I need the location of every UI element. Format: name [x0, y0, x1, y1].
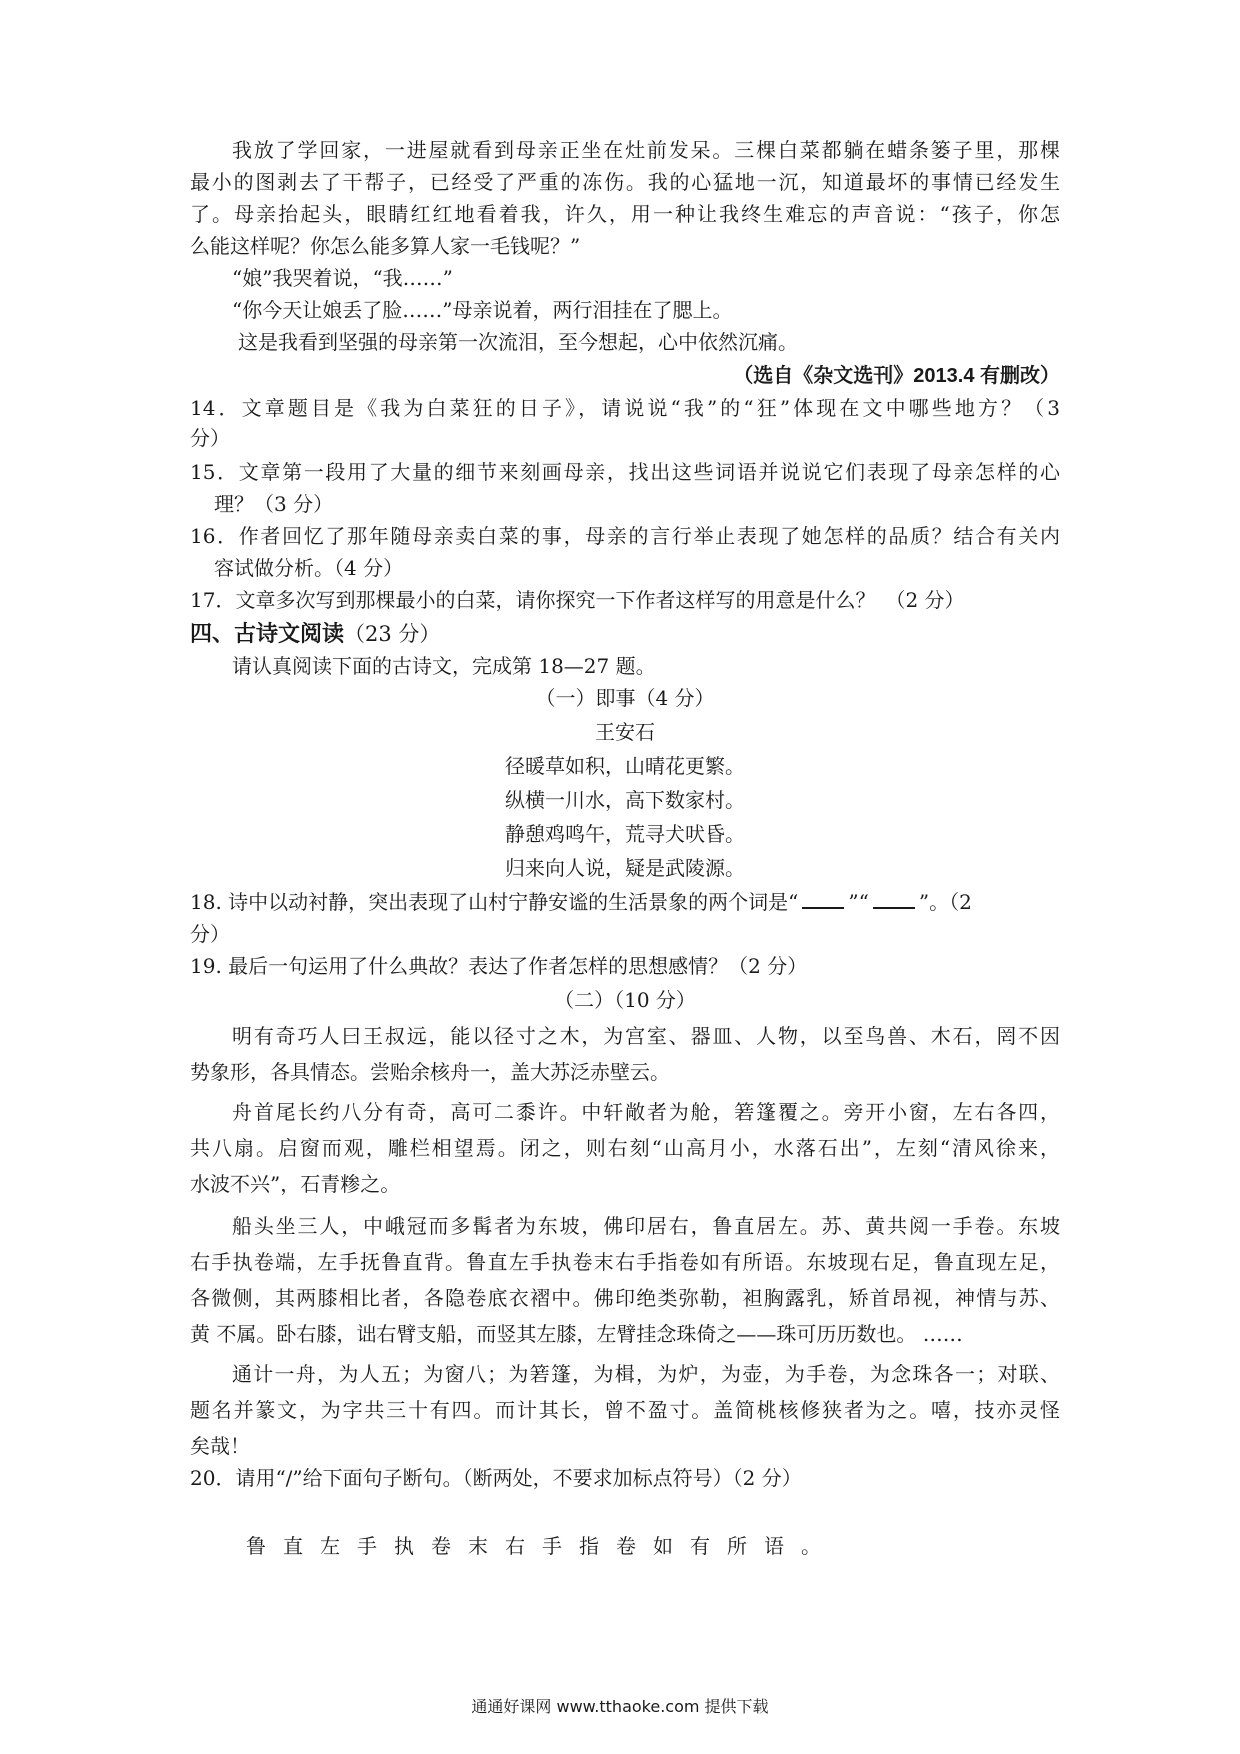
poem-author: 王安石 [595, 720, 655, 744]
question-15-line2: 理？（3 分） [214, 492, 334, 516]
question-20: 20．请用“/”给下面句子断句。（断两处，不要求加标点符号）（2 分） [190, 1466, 802, 1490]
prose-p3-line3: 各微侧，其两膝相比者，各隐卷底衣褶中。佛印绝类弥勒，袒胸露乳，矫首昂视，神情与苏、 [190, 1286, 1060, 1310]
question-18-text-b: ”“ [848, 890, 869, 914]
section-4-heading [190, 618, 1060, 651]
prose-p4-line1: 通计一舟，为人五；为窗八；为箬篷，为楫，为炉，为壶，为手卷，为念珠各一；对联、 [232, 1362, 1060, 1386]
question-16-line2: 容试做分析。（4 分） [214, 556, 404, 580]
story-p1-line3: 了。母亲抬起头，眼睛红红地看着我，许久，用一种让我终生难忘的声音说：“孩子，你怎 [190, 202, 1060, 226]
poem-title: （一）即事（4 分） [535, 686, 715, 710]
question-16-line1: 16．作者回忆了那年随母亲卖白菜的事，母亲的言行举止表现了她怎样的品质？结合有关内 [190, 524, 1060, 548]
question-19: 19. 最后一句运用了什么典故？表达了作者怎样的思想感情？（2 分） [190, 954, 808, 978]
prose-p2-line2: 共八扇。启窗而观，雕栏相望焉。闭之，则右刻“山高月小，水落石出”，左刻“清风徐来， [190, 1136, 1060, 1160]
question-18-line1 [190, 886, 1060, 918]
poem-line-3: 静憩鸡鸣午，荒寻犬吠昏。 [505, 822, 745, 846]
poem-line-2: 纵横一川水，高下数家村。 [505, 788, 745, 812]
answer-blank-2[interactable] [873, 889, 915, 909]
story-p3: “你今天让娘丢了脸……”母亲说着，两行泪挂在了腮上。 [232, 298, 733, 322]
story-p1-line2: 最小的图剥去了干帮子，已经受了严重的冻伤。我的心猛地一沉，知道最坏的事情已经发生 [190, 170, 1060, 194]
prose-p3-line4: 黄 不属。卧右膝，诎右臂支船，而竖其左膝，左臂挂念珠倚之——珠可历历数也。 …… [190, 1322, 963, 1346]
prose-p2-line1: 舟首尾长约八分有奇，高可二黍许。中轩敞者为舱，箬篷覆之。旁开小窗，左右各四， [232, 1100, 1060, 1124]
prose-p4-line2: 题名并篆文，为字共三十有四。而计其长，曾不盈寸。盖简桃核修狭者为之。嘻，技亦灵怪 [190, 1398, 1060, 1422]
prose-title: （二）（10 分） [554, 988, 696, 1012]
prose-p1-line1: 明有奇巧人曰王叔远，能以径寸之木，为宫室、器皿、人物，以至鸟兽、木石，罔不因 [232, 1024, 1060, 1048]
question-18-text-c: ”。（2 [918, 890, 972, 914]
poem-line-1: 径暖草如积，山晴花更繁。 [505, 754, 745, 778]
story-p1-line4: 么能这样呢？你怎么能多算人家一毛钱呢？” [190, 234, 581, 258]
question-20-sentence: 鲁直左手执卷末右手指卷如有所语。 [246, 1534, 838, 1558]
question-17: 17．文章多次写到那棵最小的白菜，请你探究一下作者这样写的用意是什么？ （2 分） [190, 588, 965, 612]
question-14-line2: 分） [190, 426, 230, 450]
question-15-line1: 15．文章第一段用了大量的细节来刻画母亲，找出这些词语并说说它们表现了母亲怎样的心 [190, 460, 1060, 484]
poem-line-4: 归来向人说，疑是武陵源。 [505, 856, 745, 880]
story-p1-line1: 我放了学回家，一进屋就看到母亲正坐在灶前发呆。三棵白菜都躺在蜡条篓子里，那棵 [232, 138, 1060, 162]
section-4-points: （23 分） [344, 622, 441, 646]
question-18-text-a: 18. 诗中以动衬静，突出表现了山村宁静安谧的生活景象的两个词是“ [190, 890, 799, 914]
prose-p3-line1: 船头坐三人，中峨冠而多髯者为东坡，佛印居右，鲁直居左。苏、黄共阅一手卷。东坡 [232, 1214, 1060, 1238]
answer-blank-1[interactable] [802, 889, 844, 909]
section-4-title: 四、古诗文阅读 [190, 622, 345, 647]
prose-p2-line3: 水波不兴”，石青糁之。 [190, 1172, 401, 1196]
question-14-line1: 14．文章题目是《我为白菜狂的日子》，请说说“我”的“狂”体现在文中哪些地方？（3 [190, 396, 1060, 420]
page-footer: 通通好课网 www.tthaoke.com 提供下载 [471, 1697, 769, 1716]
story-p4: 这是我看到坚强的母亲第一次流泪，至今想起，心中依然沉痛。 [238, 330, 798, 354]
story-source: （选自《杂文选刊》2013.4 有删改） [733, 365, 1060, 387]
question-18-line2: 分） [190, 922, 230, 946]
section-4-instruction: 请认真阅读下面的古诗文，完成第 18—27 题。 [232, 654, 656, 678]
prose-p4-line3: 矣哉！ [190, 1434, 250, 1458]
prose-p1-line2: 势象形，各具情态。尝贻余核舟一，盖大苏泛赤壁云。 [190, 1060, 670, 1084]
story-p2: “娘”我哭着说，“我……” [232, 266, 453, 290]
prose-p3-line2: 右手执卷端，左手抚鲁直背。鲁直左手执卷末右手指卷如有所语。东坡现右足，鲁直现左足， [190, 1250, 1060, 1274]
